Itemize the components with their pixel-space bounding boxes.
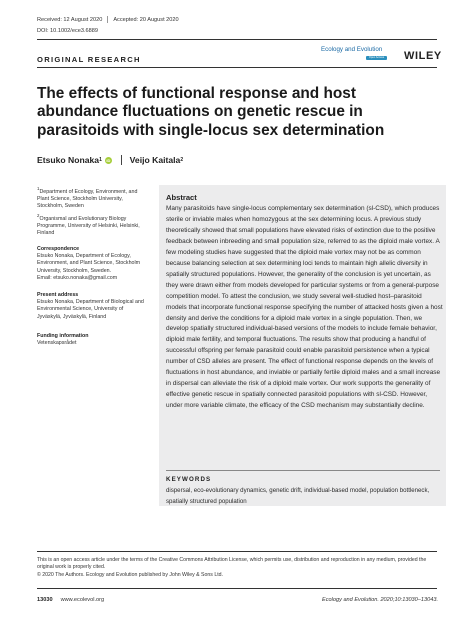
footer-rule: [37, 588, 437, 589]
correspondence-heading: Correspondence: [37, 246, 80, 252]
affiliation-1: [37, 185, 149, 210]
received-date: Received: 12 August 2020: [37, 16, 103, 23]
keywords-rule: [166, 470, 440, 471]
footer-left: [37, 597, 104, 603]
header-rule: [37, 39, 437, 40]
author-separator: [121, 155, 122, 165]
author-name: Etsuko Nonaka: [37, 155, 100, 165]
affiliation-2: [37, 212, 149, 237]
page-number: 13030: [37, 597, 53, 603]
correspondence-text: Etsuko Nonaka, Department of Ecology, Environment, and Plant Science, Stockholm University, Stockholm, Sweden.: [37, 253, 141, 274]
license-block: [37, 557, 437, 579]
journal-url[interactable]: www.ecolevol.org: [60, 597, 105, 603]
date-separator: [107, 16, 108, 23]
license-text: This is an open access article under the terms of the Creative Commons Attribution License, which permits use, distribution and reproduction in any medium, provided the original work is properly cited.: [37, 557, 427, 571]
publisher-logo: WILEY: [404, 50, 442, 62]
received-accepted-dates: [37, 16, 179, 23]
section-label: ORIGINAL RESEARCH: [37, 55, 141, 64]
author-list: [37, 155, 183, 165]
affiliation-text: Organismal and Evolutionary Biology Programme, University of Helsinki, Helsinki, Finland: [37, 215, 140, 237]
abstract-text: Many parasitoids have single-locus complementary sex determination (sl-CSD), which produces sterile or inviable males when homozygous at the sex determining locus. A previous study theoretically showed that small populations have elevated risks of extinction due to the positive feedback between inbreeding and small population size, referred to as the diploid male vortex. A few modeling studies have suggested that the diploid male vortex may not be as common because balancing selection at sex determining loci tends to maintain high allelic diversity in spatially structured populations. However, the generality of the conclusion is yet uncertain, as they were drawn either from models developed for particular systems or from a general-purpose competition model. To attest the conclusion, we study several well-studied host–parasitoid models that incorporate functional response specifying the number of attacked hosts given a host density and derive the conditions for a diploid male vortex in a single population. Then, we develop spatially structured individual-based versions of the models to include female behavior, diploid male fertility, and temporal fluctuations. The results show that producing a handful of successful offspring per female parasitoid could enable parasitoid persistence when a typical number of CSD alleles are present. The effect of functional response depends on the levels of fluctuations in host abundance, and inviable or partially fertile diploid males and a small increase in dispersal can alleviate the risk of a diploid male vortex. Our work supports the generality of effective genetic rescue in spatially connected parasitoid populations with sl-CSD. However, under more variable climate, the efficacy of the CSD mechanism may substantially decline.: [166, 205, 443, 410]
orcid-icon[interactable]: iD: [106, 157, 111, 163]
abstract-heading: Abstract: [166, 193, 197, 202]
doi[interactable]: DOI: 10.1002/ece3.6889: [37, 28, 98, 34]
license-rule: [37, 551, 437, 552]
affiliation-text: Department of Ecology, Environment, and Plant Science, Stockholm University, Stockholm, Sweden: [37, 188, 138, 210]
funding-heading: Funding information: [37, 333, 89, 339]
present-address-heading: Present address: [37, 292, 79, 298]
title-top-rule: [37, 67, 437, 68]
journal-logo[interactable]: [321, 46, 389, 64]
present-address-block: [37, 292, 149, 321]
correspondence-email[interactable]: Email: etsuko.nonaka@gmail.com: [37, 274, 118, 281]
affiliation-marker: 1: [37, 186, 40, 191]
open-access-badge: Open Access: [366, 56, 387, 60]
keywords-text: dispersal, eco-evolutionary dynamics, genetic drift, individual-based model, population bottleneck, spatially structured population: [166, 487, 430, 505]
funding-text: Vetenskapsrådet: [37, 340, 77, 347]
affiliation-marker: 1: [99, 157, 102, 163]
present-address-text: Etsuko Nonaka, Department of Biological and Environmental Science, University of Jyväskylä, Jyväskylä, Finland: [37, 299, 144, 320]
affiliation-marker: 2: [180, 157, 184, 163]
journal-name: Ecology and Evolution: [321, 46, 383, 53]
footer-citation: Ecology and Evolution. 2020;10:13030–13043.: [321, 597, 438, 603]
accepted-date: Accepted: 20 August 2020: [113, 16, 179, 23]
funding-block: [37, 333, 149, 347]
keywords-heading: KEYWORDS: [166, 476, 212, 483]
article-title: The effects of functional response and host abundance fluctuations on genetic rescue in parasitoids with single-locus sex determination: [37, 85, 385, 139]
affiliation-marker: 2: [37, 213, 40, 218]
correspondence-block: [37, 246, 149, 282]
copyright-text: © 2020 The Authors. Ecology and Evolution published by John Wiley & Sons Ltd.: [37, 571, 223, 578]
author-name: Veijo Kaitala: [129, 155, 181, 165]
